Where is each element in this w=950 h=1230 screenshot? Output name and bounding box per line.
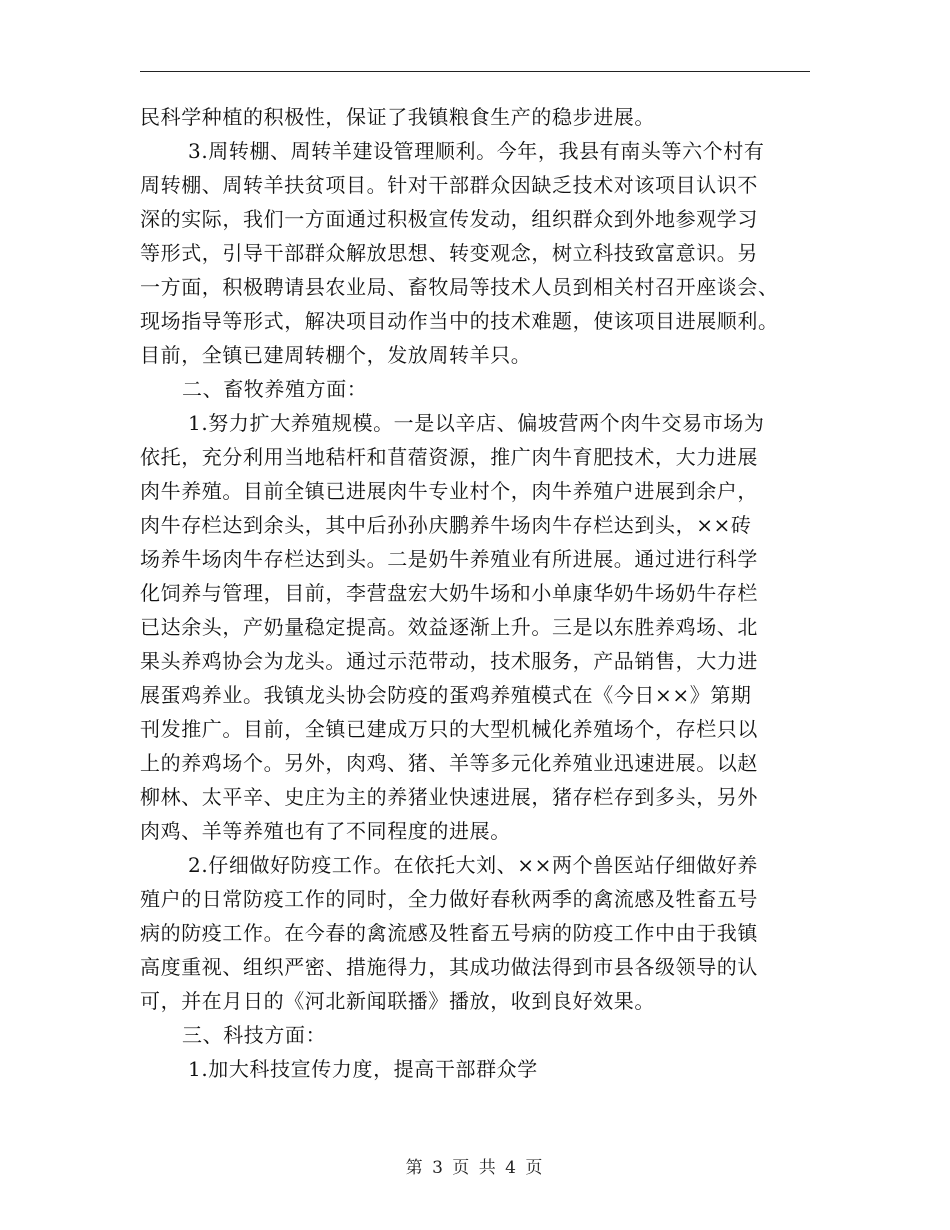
text-line: 果头养鸡协会为龙头。通过示范带动，技术服务，产品销售，大力进 (140, 649, 758, 673)
paragraph-start-line: 1.努力扩大养殖规模。一是以辛店、偏坡营两个肉牛交易市场为 (188, 411, 765, 435)
text-line: 依托，充分利用当地秸杆和苜蓿资源，推广肉牛育肥技术，大力进展 (140, 445, 758, 469)
header-rule (140, 71, 810, 72)
text-line: 病的防疫工作。在今春的禽流感及牲畜五号病的防疫工作中由于我镇 (140, 921, 758, 945)
text-line: 展蛋鸡养业。我镇龙头协会防疫的蛋鸡养殖模式在《今日××》第期 (140, 683, 752, 707)
page-number: 第 3 页 共 4 页 (405, 1158, 545, 1178)
text-line: 现场指导等形式，解决项目动作当中的技术难题，使该项目进展顺利。 (140, 309, 779, 333)
text-line: 肉鸡、羊等养殖也有了不同程度的进展。 (140, 819, 511, 843)
section-heading: 二、畜牧养殖方面： (182, 377, 368, 401)
text-line: 周转棚、周转羊扶贫项目。针对干部群众因缺乏技术对该项目认识不 (140, 173, 758, 197)
paragraph-start-line: 3.周转棚、周转羊建设管理顺利。今年，我县有南头等六个村有 (188, 139, 765, 163)
text-line: 可，并在月日的《河北新闻联播》播放，收到良好效果。 (140, 989, 655, 1013)
text-line: 民科学种植的积极性，保证了我镇粮食生产的稳步进展。 (140, 105, 655, 129)
text-line: 殖户的日常防疫工作的同时，全力做好春秋两季的禽流感及牲畜五号 (140, 887, 758, 911)
paragraph-start-line: 1.加大科技宣传力度，提高干部群众学 (188, 1057, 538, 1081)
text-line: 柳林、太平辛、史庄为主的养猪业快速进展，猪存栏存到多头，另外 (140, 785, 758, 809)
text-line: 等形式，引导干部群众解放思想、转变观念，树立科技致富意识。另 (140, 241, 758, 265)
text-line: 高度重视、组织严密、措施得力，其成功做法得到市县各级领导的认 (140, 955, 758, 979)
section-heading: 三、科技方面： (182, 1023, 327, 1047)
text-line: 上的养鸡场个。另外，肉鸡、猪、羊等多元化养殖业迅速进展。以赵 (140, 751, 758, 775)
document-body (140, 100, 812, 1086)
text-line: 刊发推广。目前，全镇已建成万只的大型机械化养殖场个，存栏只以 (140, 717, 758, 741)
text-line: 一方面，积极聘请县农业局、畜牧局等技术人员到相关村召开座谈会、 (140, 275, 779, 299)
paragraph-start-line: 2.仔细做好防疫工作。在依托大刘、××两个兽医站仔细做好养 (188, 853, 758, 877)
text-line: 已达余头，产奶量稳定提高。效益逐渐上升。三是以东胜养鸡场、北 (140, 615, 758, 639)
text-line: 肉牛养殖。目前全镇已进展肉牛专业村个，肉牛养殖户进展到余户， (140, 479, 758, 503)
text-line: 深的实际，我们一方面通过积极宣传发动，组织群众到外地参观学习 (140, 207, 758, 231)
text-line: 肉牛存栏达到余头，其中后孙孙庆鹏养牛场肉牛存栏达到头，××砖 (140, 513, 752, 537)
text-line: 化饲养与管理，目前，李营盘宏大奶牛场和小单康华奶牛场奶牛存栏 (140, 581, 758, 605)
text-line: 场养牛场肉牛存栏达到头。二是奶牛养殖业有所进展。通过进行科学 (140, 547, 758, 571)
text-line: 目前，全镇已建周转棚个，发放周转羊只。 (140, 343, 532, 367)
